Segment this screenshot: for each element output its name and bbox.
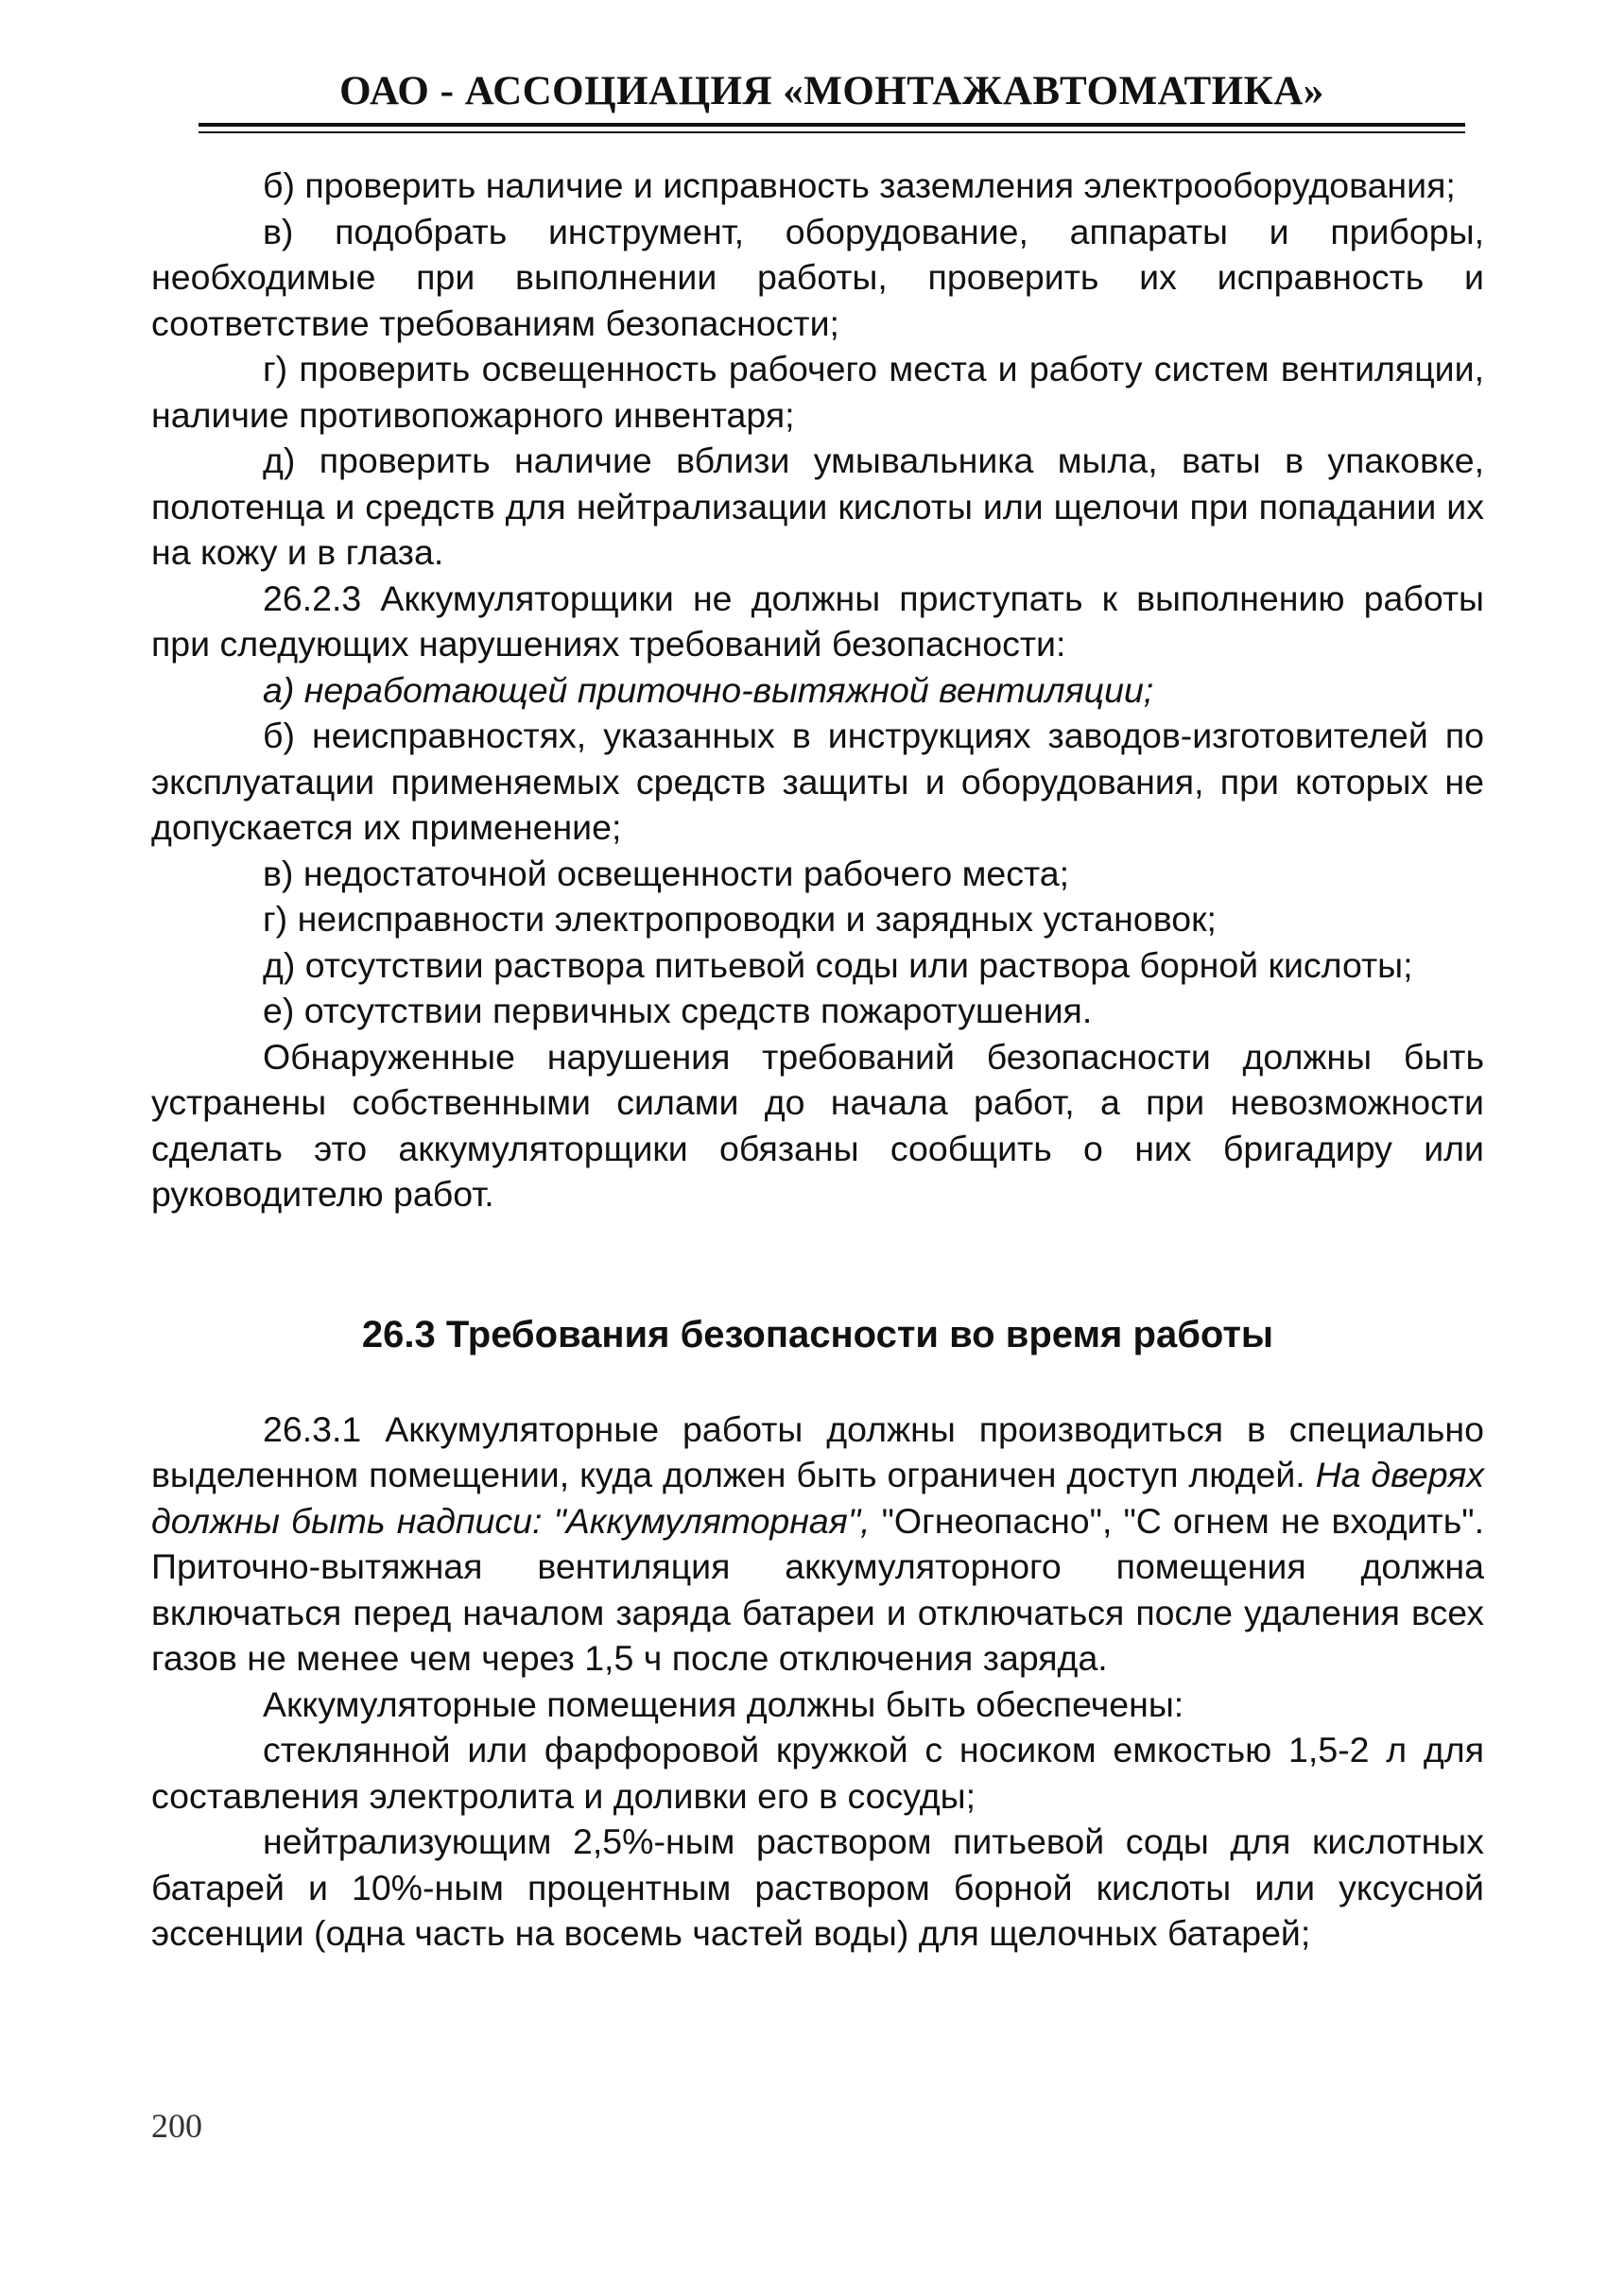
violation-item-v: в) недостаточной освещенности рабочего места; xyxy=(263,853,1070,893)
clause-26-3-1-italic-text: На дверях должны быть надписи: "Аккумуляторная", xyxy=(151,1455,1484,1541)
document-body xyxy=(151,163,1484,1957)
clause-26-3-1-text-end: "Огнеопасно", "С огнем не входить". Приточно-вытяжная вентиляция аккумуляторного помещения должна включаться перед началом заряда батареи и отключаться после удаления всех газов не менее чем через 1,5 ч после отключения заряда. xyxy=(151,1500,1484,1678)
violations-paragraph: Обнаруженные нарушения требований безопасности должны быть устранены собственными силами до начала работ, а при невозможности сделать это аккумуляторщики обязаны сообщить о них бригадиру или руководителю работ. xyxy=(151,1036,1484,1214)
violation-item-b: б) неисправностях, указанных в инструкциях заводов-изготовителей по эксплуатации применяемых средств защиты и оборудования, при которых не допускается их применение; xyxy=(151,716,1484,847)
violation-item-g: г) неисправности электропроводки и зарядных установок; xyxy=(263,899,1217,939)
page-header-title: ОАО - АССОЦИАЦИЯ «МОНТАЖАВТОМАТИКА» xyxy=(339,69,1324,113)
list-item-d-soap: д) проверить наличие вблизи умывальника мыла, ваты в упаковке, полотенца и средств для нейтрализации кислоты или щелочи при попадании их на кожу и в глаза. xyxy=(151,440,1484,572)
equipment-item-mug: стеклянной или фарфоровой кружкой с носиком емкостью 1,5-2 л для составления электролита и доливки его в сосуды; xyxy=(151,1730,1484,1816)
violation-item-a: а) неработающей приточно-вытяжной вентиляции; xyxy=(263,669,1154,710)
clause-26-2-3: 26.2.3 Аккумуляторщики не должны приступать к выполнению работы при следующих нарушениях требований безопасности: xyxy=(151,578,1484,664)
violation-item-e: е) отсутствии первичных средств пожаротушения. xyxy=(263,991,1093,1030)
clause-26-3-1-text-start: 26.3.1 Аккумуляторные работы должны производиться в специально выделенном помещении, куда должен быть ограничен доступ людей. xyxy=(151,1408,1484,1494)
section-title: 26.3 Требования безопасности во время работы xyxy=(361,1313,1274,1355)
equipment-item-neutralizer: нейтрализующим 2,5%-ным раствором питьевой соды для кислотных батарей и 10%-ным процентным раствором борной кислоты или уксусной эссенции (одна часть на восемь частей воды) для щелочных батарей; xyxy=(151,1821,1484,1953)
rooms-equipment-intro: Аккумуляторные помещения должны быть обеспечены: xyxy=(263,1683,1184,1724)
list-item-b-grounding: б) проверить наличие и исправность заземления электрооборудования; xyxy=(263,165,1456,205)
page-number: 200 xyxy=(151,2107,202,2145)
clause-26-3-1 xyxy=(151,1406,1484,1682)
list-item-v-tools: в) подобрать инструмент, оборудование, аппараты и приборы, необходимые при выполнении работы, проверить их исправность и соответствие требованиям безопасности; xyxy=(151,211,1484,343)
violation-item-d: д) отсутствии раствора питьевой соды или раствора борной кислоты; xyxy=(263,944,1413,985)
header-rule-thick xyxy=(199,123,1465,127)
list-item-g-lighting: г) проверить освещенность рабочего места и работу систем вентиляции, наличие противопожарного инвентаря; xyxy=(151,349,1484,435)
header-rule-thin xyxy=(199,131,1465,133)
